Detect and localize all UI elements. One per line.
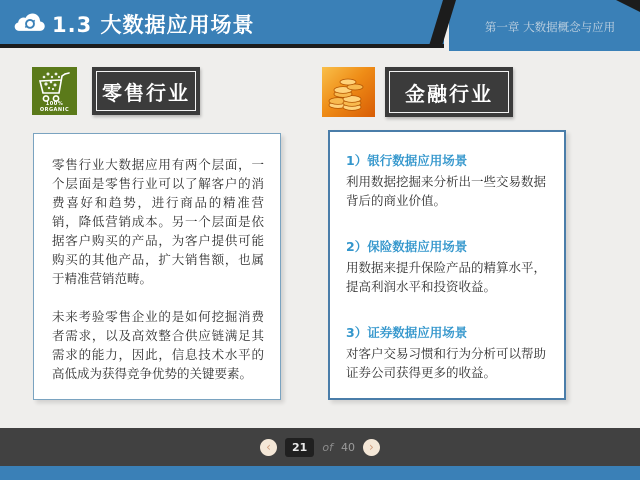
finance-item-heading: 2）保险数据应用场景 (346, 239, 468, 254)
finance-item-heading: 1）银行数据应用场景 (346, 153, 468, 168)
retail-paragraph: 未来考验零售企业的是如何挖掘消费者需求，以及高效整合供应链满足其需求的能力，因此，信息技术水平的高低成为获得竞争优势的关键要素。 (52, 309, 264, 381)
footer-bar (0, 428, 640, 466)
pager (0, 428, 640, 466)
shopping-cart-icon (32, 67, 77, 115)
finance-textbox (328, 130, 566, 400)
finance-item-bank (346, 151, 552, 210)
page-of-label: of (322, 440, 333, 454)
organic-caption: 100% ORGANIC (39, 101, 70, 113)
chevron-left-icon[interactable]: ‹ (260, 439, 277, 456)
finance-item-body: 利用数据挖掘来分析出一些交易数据背后的商业价值。 (346, 174, 547, 208)
finance-label-box (385, 67, 513, 117)
finance-item-heading: 3）证券数据应用场景 (346, 325, 468, 340)
finance-item-securities (346, 323, 552, 382)
gold-coins-icon (322, 67, 375, 117)
chevron-right-icon[interactable]: › (363, 439, 380, 456)
finance-label: 金融行业 (389, 71, 509, 113)
retail-textbox (33, 133, 281, 400)
retail-paragraph: 零售行业大数据应用有两个层面，一个层面是零售行业可以了解客户的消费喜好和趋势，进行商品的精准营销，降低营销成本。另一个层面是依据客户购买的产品，为客户提供可能购买的其他产品，扩大销售额，也属于精准营销范畴。 (52, 157, 264, 286)
finance-item-insurance (346, 237, 552, 296)
total-pages-label: 40 (340, 440, 355, 454)
retail-label-box (92, 67, 200, 115)
finance-item-body: 对客户交易习惯和行为分析可以帮助证券公司获得更多的收益。 (346, 346, 547, 380)
page-title: 1.3 大数据应用场景 (52, 13, 255, 37)
finance-item-body: 用数据来提升保险产品的精算水平，提高利润水平和投资收益。 (346, 260, 547, 294)
current-page-badge: 21 (285, 438, 314, 457)
chapter-label: 第一章 大数据概念与应用 (484, 20, 616, 34)
retail-label: 零售行业 (96, 71, 196, 111)
cloud-icon (13, 9, 47, 35)
footer-accent-strip (0, 466, 640, 480)
